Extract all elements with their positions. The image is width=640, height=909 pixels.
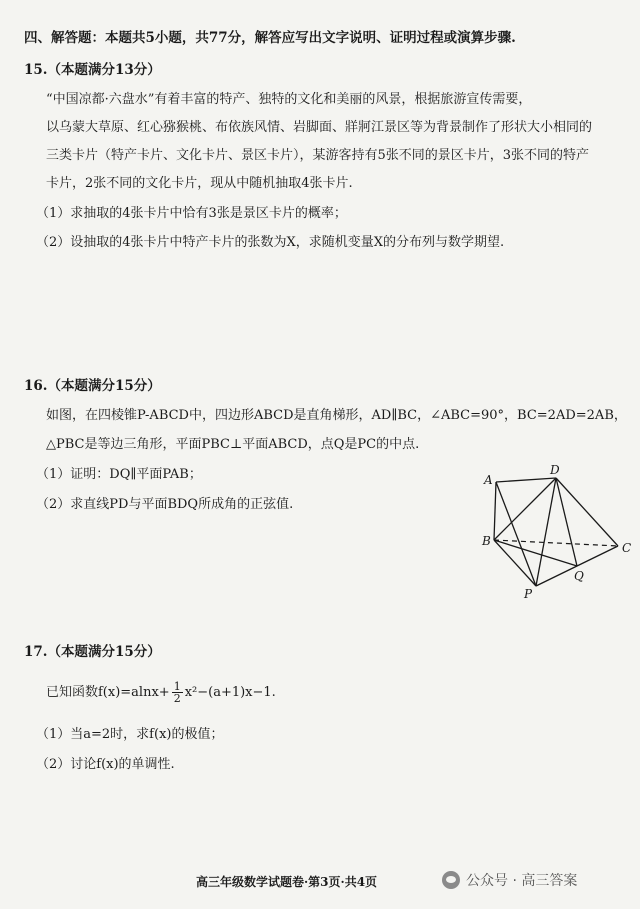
q15-part-1: （1）求抽取的4张卡片中恰有3张是景区卡片的概率； bbox=[36, 206, 347, 221]
label-D: D bbox=[550, 463, 560, 477]
q16-part-2: （2）求直线PD与平面BDQ所成角的正弦值. bbox=[36, 497, 294, 512]
q17-fraction bbox=[172, 681, 183, 704]
edge-AB bbox=[494, 482, 496, 540]
q17-function-def bbox=[46, 681, 276, 704]
q15-header: 15.（本题满分13分） bbox=[24, 62, 161, 78]
q17-part-2: （2）讨论f(x)的单调性. bbox=[36, 757, 175, 772]
label-B: B bbox=[482, 534, 491, 548]
q15-text-line-4: 卡片，2张不同的文化卡片，现从中随机抽取4张卡片. bbox=[46, 176, 353, 191]
edge-DC bbox=[556, 478, 618, 546]
pyramid-figure bbox=[478, 462, 638, 602]
wechat-icon bbox=[442, 871, 460, 889]
q16-text-line-2: △PBC是等边三角形，平面PBC⊥平面ABCD，点Q是PC的中点. bbox=[46, 437, 420, 452]
edge-AD bbox=[496, 478, 556, 482]
edge-AP bbox=[496, 482, 536, 586]
label-Q: Q bbox=[574, 569, 584, 583]
q17-func-pre: 已知函数f(x)=alnx+ bbox=[46, 684, 170, 700]
q17-frac-den: 2 bbox=[173, 692, 181, 705]
q15-text-line-2: 以乌蒙大草原、红心猕猴桃、布依族风情、岩脚面、牂牁江景区等为背景制作了形状大小相同的 bbox=[46, 120, 593, 135]
q17-frac-num: 1 bbox=[173, 680, 181, 693]
page-footer: 高三年级数学试题卷·第3页·共4页 bbox=[196, 875, 378, 889]
q15-part-2: （2）设抽取的4张卡片中特产卡片的张数为X，求随机变量X的分布列与数学期望. bbox=[36, 235, 505, 250]
q17-header: 17.（本题满分15分） bbox=[24, 644, 161, 660]
label-C: C bbox=[622, 541, 632, 555]
label-P: P bbox=[524, 587, 533, 601]
q16-part-1: （1）证明：DQ∥平面PAB； bbox=[36, 467, 202, 482]
q15-text-line-1: “中国凉都·六盘水”有着丰富的特产、独特的文化和美丽的风景，根据旅游宣传需要， bbox=[46, 92, 532, 107]
edge-DQ bbox=[556, 478, 577, 566]
watermark-text: 公众号 · 高三答案 bbox=[466, 873, 578, 889]
edge-BC-hidden bbox=[494, 540, 618, 546]
q17-func-post: x²−(a+1)x−1. bbox=[184, 684, 276, 700]
label-A: A bbox=[484, 473, 493, 487]
section-title: 四、解答题：本题共5小题，共77分，解答应写出文字说明、证明过程或演算步骤. bbox=[24, 30, 516, 46]
q16-text-line-1: 如图，在四棱锥P-ABCD中，四边形ABCD是直角梯形，AD∥BC，∠ABC=90°，BC=2AD=2AB， bbox=[46, 408, 627, 423]
watermark bbox=[442, 870, 577, 890]
q17-part-1: （1）当a=2时，求f(x)的极值； bbox=[36, 727, 224, 742]
q16-header: 16.（本题满分15分） bbox=[24, 378, 161, 394]
q15-text-line-3: 三类卡片（特产卡片、文化卡片、景区卡片），某游客持有5张不同的景区卡片，3张不同的特产 bbox=[46, 148, 590, 163]
